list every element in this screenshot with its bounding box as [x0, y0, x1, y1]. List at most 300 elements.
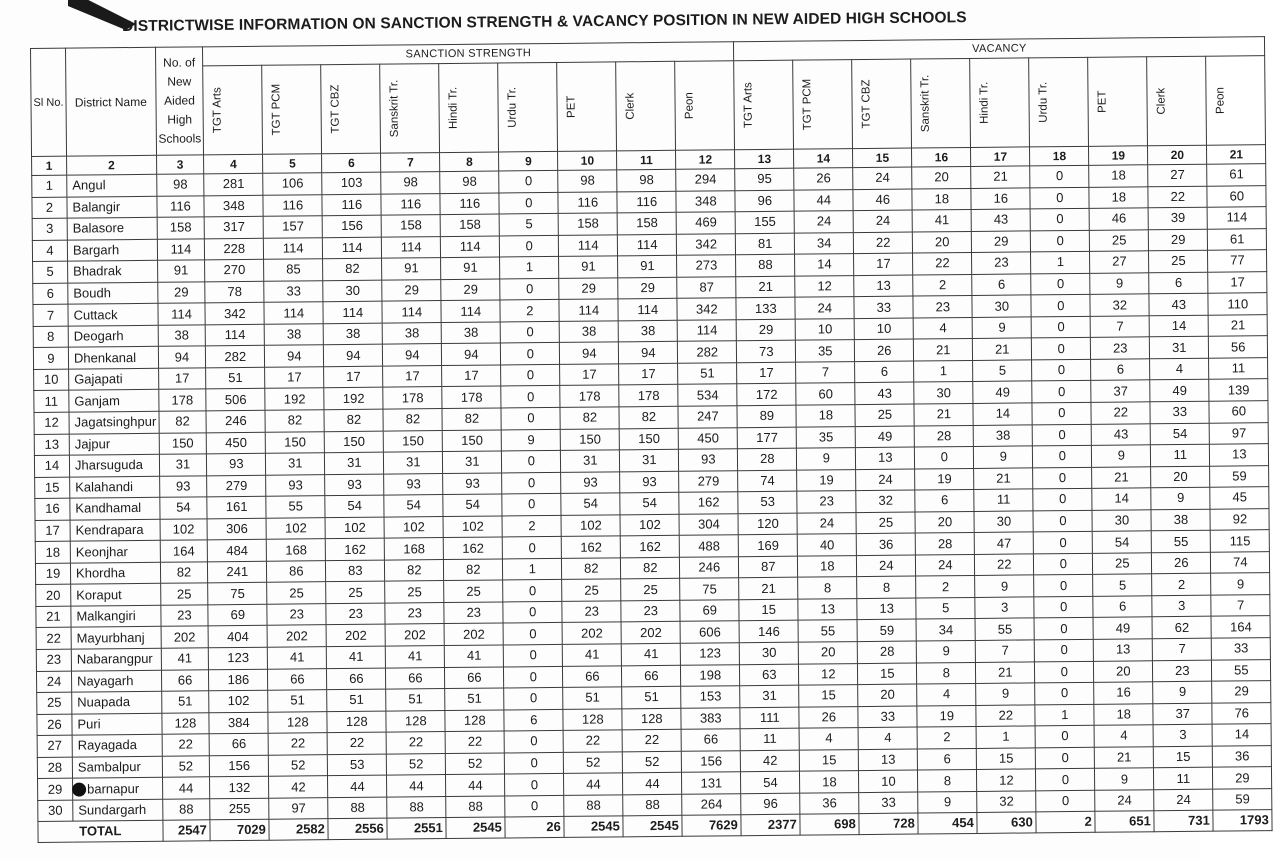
value-cell: 150	[159, 432, 207, 454]
district-name-text: barnapur	[87, 780, 140, 797]
value-cell: 27	[1090, 251, 1149, 273]
value-cell: 1	[1031, 252, 1090, 274]
value-cell: 5	[1093, 574, 1152, 596]
value-cell: 0	[500, 321, 559, 343]
value-cell: 22	[563, 730, 622, 752]
value-cell: 88	[736, 254, 795, 276]
value-cell: 24	[794, 211, 853, 233]
value-cell: 12	[977, 769, 1036, 791]
total-value-cell: 2	[1036, 812, 1095, 834]
value-cell: 0	[1035, 682, 1094, 704]
district-name-cell: Rayagada	[72, 734, 162, 756]
total-value-cell: 2547	[163, 820, 211, 841]
value-cell: 4	[913, 317, 972, 339]
value-cell: 82	[385, 559, 444, 581]
value-cell: 22	[1148, 186, 1207, 208]
value-cell: 24	[853, 167, 912, 189]
value-cell: 26	[1152, 552, 1211, 574]
value-cell: 52	[446, 753, 505, 775]
value-cell: 42	[741, 750, 800, 772]
value-cell: 13	[798, 599, 857, 621]
value-cell: 11	[974, 489, 1033, 511]
total-value-cell: 454	[918, 813, 977, 835]
value-cell: 0	[1034, 532, 1093, 554]
district-name-cell: Dhenkanal	[68, 347, 158, 369]
value-cell: 59	[857, 620, 916, 642]
value-cell: 44	[387, 775, 446, 797]
header-post-label: TGT CBZ	[329, 84, 343, 134]
value-cell: 0	[1033, 510, 1092, 532]
value-cell: 114	[157, 238, 205, 260]
value-cell: 30	[740, 642, 799, 664]
value-cell: 114	[441, 236, 500, 258]
value-cell: 30	[323, 280, 382, 302]
serial-number-cell: 15	[35, 477, 70, 499]
value-cell: 0	[504, 688, 563, 710]
value-cell: 1	[500, 257, 559, 279]
value-cell: 23	[621, 600, 680, 622]
value-cell: 202	[385, 624, 444, 646]
value-cell: 162	[326, 538, 385, 560]
value-cell: 282	[206, 346, 265, 368]
value-cell: 12	[795, 275, 854, 297]
district-name-cell: Deogarh	[68, 325, 158, 347]
value-cell: 17	[1208, 271, 1267, 293]
value-cell: 31	[159, 454, 207, 476]
header-post-label: TGT PCM	[801, 78, 815, 131]
column-number: 10	[558, 151, 617, 171]
total-value-cell: 2545	[623, 816, 682, 838]
serial-number-cell: 1	[32, 175, 67, 197]
value-cell: 87	[677, 276, 736, 298]
value-cell: 114	[559, 299, 618, 321]
value-cell: 114	[264, 237, 323, 259]
value-cell: 5	[499, 214, 558, 236]
value-cell: 8	[917, 662, 976, 684]
value-cell: 0	[915, 447, 974, 469]
value-cell: 52	[387, 753, 446, 775]
ink-blot	[72, 783, 86, 797]
value-cell: 110	[1208, 293, 1267, 315]
value-cell: 6	[1091, 359, 1150, 381]
value-cell: 161	[207, 496, 266, 518]
value-cell: 270	[205, 259, 264, 281]
value-cell: 116	[263, 194, 322, 216]
value-cell: 29	[559, 278, 618, 300]
value-cell: 155	[735, 211, 794, 233]
value-cell: 91	[157, 260, 205, 282]
value-cell: 21	[974, 468, 1033, 490]
value-cell: 60	[796, 383, 855, 405]
value-cell: 34	[916, 619, 975, 641]
value-cell: 342	[205, 303, 264, 325]
value-cell: 36	[857, 533, 916, 555]
value-cell: 22	[327, 732, 386, 754]
value-cell: 26	[799, 706, 858, 728]
value-cell: 41	[327, 646, 386, 668]
value-cell: 114	[382, 301, 441, 323]
value-cell: 131	[682, 772, 741, 794]
header-post-label: Urdu Tr.	[1037, 81, 1051, 123]
value-cell: 132	[210, 777, 269, 799]
value-cell: 86	[267, 561, 326, 583]
value-cell: 9	[918, 791, 977, 813]
value-cell: 15	[800, 749, 859, 771]
header-sl-no: Sl No.	[31, 48, 67, 156]
value-cell: 32	[977, 791, 1036, 813]
total-value-cell: 728	[859, 813, 918, 835]
district-name-cell: Sambalpur	[72, 756, 162, 778]
value-cell: 54	[443, 494, 502, 516]
value-cell: 21	[1095, 747, 1154, 769]
value-cell: 24	[853, 210, 912, 232]
total-value-cell: 2556	[328, 819, 387, 841]
value-cell: 0	[503, 601, 562, 623]
value-cell: 6	[972, 274, 1031, 296]
value-cell: 103	[322, 172, 381, 194]
value-cell: 66	[161, 669, 209, 691]
value-cell: 47	[975, 532, 1034, 554]
value-cell: 18	[912, 188, 971, 210]
value-cell: 91	[441, 257, 500, 279]
value-cell: 32	[856, 490, 915, 512]
value-cell: 15	[1154, 746, 1213, 768]
header-vacancy-post	[911, 58, 971, 148]
value-cell: 97	[1209, 422, 1268, 444]
value-cell: 3	[975, 597, 1034, 619]
value-cell: 18	[796, 405, 855, 427]
value-cell: 128	[563, 709, 622, 731]
value-cell: 6	[855, 361, 914, 383]
value-cell: 114	[677, 320, 736, 342]
value-cell: 0	[1031, 316, 1090, 338]
column-number: 12	[676, 150, 735, 170]
value-cell: 8	[918, 770, 977, 792]
value-cell: 114	[205, 324, 264, 346]
value-cell: 9	[1151, 487, 1210, 509]
serial-number-cell: 23	[36, 649, 71, 671]
serial-number-cell: 21	[36, 606, 71, 628]
value-cell: 22	[1091, 402, 1150, 424]
value-cell: 9	[1095, 768, 1154, 790]
value-cell: 228	[205, 238, 264, 260]
value-cell: 52	[162, 756, 210, 778]
value-cell: 469	[676, 212, 735, 234]
value-cell: 82	[560, 407, 619, 429]
header-post-label: Hindi Tr.	[447, 86, 461, 130]
value-cell: 150	[384, 430, 443, 452]
value-cell: 30	[914, 382, 973, 404]
value-cell: 8	[798, 577, 857, 599]
value-cell: 146	[739, 621, 798, 643]
serial-number-cell: 6	[33, 283, 68, 305]
value-cell: 51	[386, 689, 445, 711]
value-cell: 21	[976, 661, 1035, 683]
district-name-cell: Jharsuguda	[69, 454, 159, 476]
value-cell: 116	[617, 191, 676, 213]
value-cell: 25	[1149, 250, 1208, 272]
value-cell: 88	[387, 796, 446, 818]
serial-number-cell: 30	[38, 800, 73, 822]
document-title: DISTRICTWISE INFORMATION ON SANCTION STRENGTH & VACANCY POSITION IN NEW AIDED HIGH SCHOOLS	[122, 9, 967, 35]
value-cell: 0	[500, 235, 559, 257]
value-cell: 202	[326, 625, 385, 647]
value-cell: 20	[913, 231, 972, 253]
value-cell: 0	[1031, 230, 1090, 252]
value-cell: 9	[502, 429, 561, 451]
value-cell: 95	[735, 168, 794, 190]
value-cell: 158	[617, 212, 676, 234]
value-cell: 14	[1149, 315, 1208, 337]
value-cell: 169	[739, 534, 798, 556]
value-cell: 1	[503, 558, 562, 580]
value-cell: 85	[264, 259, 323, 281]
value-cell: 13	[1210, 444, 1269, 466]
value-cell: 33	[854, 296, 913, 318]
value-cell: 0	[503, 537, 562, 559]
value-cell: 102	[384, 516, 443, 538]
column-number: 20	[1148, 145, 1207, 165]
value-cell: 404	[208, 626, 267, 648]
value-cell: 44	[794, 189, 853, 211]
value-cell: 11	[740, 728, 799, 750]
serial-number-cell: 22	[36, 628, 71, 650]
header-post-label: Urdu Tr.	[506, 86, 520, 128]
value-cell: 282	[678, 341, 737, 363]
value-cell: 61	[1208, 228, 1267, 250]
total-value-cell: 7629	[682, 815, 741, 837]
value-cell: 63	[740, 664, 799, 686]
value-cell: 55	[1212, 659, 1271, 681]
value-cell: 279	[679, 470, 738, 492]
district-name-cell: Puri	[72, 713, 162, 735]
value-cell: 6	[1093, 596, 1152, 618]
value-cell: 18	[1089, 165, 1148, 187]
value-cell: 38	[1151, 509, 1210, 531]
value-cell: 98	[156, 174, 204, 196]
column-number: 5	[263, 154, 322, 174]
value-cell: 384	[209, 712, 268, 734]
total-value-cell: 2582	[269, 819, 328, 841]
value-cell: 19	[915, 468, 974, 490]
value-cell: 23	[326, 603, 385, 625]
value-cell: 75	[680, 578, 739, 600]
value-cell: 31	[443, 451, 502, 473]
column-number: 8	[440, 152, 499, 172]
value-cell: 17	[442, 365, 501, 387]
value-cell: 14	[973, 403, 1032, 425]
value-cell: 0	[504, 644, 563, 666]
header-post-label: PET	[565, 95, 579, 119]
header-sanction-post	[262, 65, 322, 155]
value-cell: 51	[206, 367, 265, 389]
value-cell: 506	[206, 389, 265, 411]
value-cell: 156	[322, 215, 381, 237]
district-name-cell: Mayurbhanj	[71, 627, 161, 649]
value-cell: 16	[971, 187, 1030, 209]
header-post-label: PET	[1096, 90, 1110, 113]
value-cell: 21	[736, 276, 795, 298]
value-cell: 15	[858, 663, 917, 685]
value-cell: 246	[206, 410, 265, 432]
value-cell: 55	[1152, 530, 1211, 552]
value-cell: 102	[325, 517, 384, 539]
value-cell: 94	[560, 342, 619, 364]
value-cell: 102	[561, 515, 620, 537]
value-cell: 35	[796, 426, 855, 448]
value-cell: 114	[1207, 207, 1266, 229]
value-cell: 22	[268, 733, 327, 755]
value-cell: 7	[796, 362, 855, 384]
value-cell: 14	[795, 254, 854, 276]
value-cell: 0	[502, 472, 561, 494]
value-cell: 202	[562, 622, 621, 644]
value-cell: 36	[1213, 745, 1272, 767]
value-cell: 41	[622, 643, 681, 665]
value-cell: 94	[619, 342, 678, 364]
header-sanction-post	[616, 61, 676, 151]
value-cell: 22	[622, 729, 681, 751]
value-cell: 98	[440, 171, 499, 193]
value-cell: 96	[735, 190, 794, 212]
value-cell: 23	[160, 605, 208, 627]
value-cell: 82	[383, 409, 442, 431]
value-cell: 0	[1033, 489, 1092, 511]
header-post-label: TGT Arts	[211, 87, 225, 134]
column-number: 3	[156, 155, 204, 174]
value-cell: 82	[444, 559, 503, 581]
value-cell: 46	[1089, 208, 1148, 230]
value-cell: 3	[1152, 595, 1211, 617]
value-cell: 54	[1093, 531, 1152, 553]
value-cell: 43	[855, 382, 914, 404]
serial-number-cell: 9	[33, 348, 68, 370]
value-cell: 2	[913, 274, 972, 296]
value-cell: 0	[500, 278, 559, 300]
value-cell: 83	[326, 560, 385, 582]
value-cell: 0	[504, 666, 563, 688]
district-name-cell: Cuttack	[68, 304, 158, 326]
value-cell: 24	[916, 554, 975, 576]
serial-number-cell: 3	[32, 218, 67, 240]
value-cell: 89	[737, 405, 796, 427]
column-number: 15	[853, 148, 912, 168]
value-cell: 102	[160, 519, 208, 541]
serial-number-cell: 8	[33, 326, 68, 348]
value-cell: 115	[1211, 530, 1270, 552]
value-cell: 69	[680, 600, 739, 622]
value-cell: 59	[1213, 788, 1272, 810]
value-cell: 88	[328, 797, 387, 819]
value-cell: 82	[159, 411, 207, 433]
value-cell: 44	[564, 773, 623, 795]
value-cell: 0	[502, 451, 561, 473]
value-cell: 114	[618, 234, 677, 256]
value-cell: 2	[917, 727, 976, 749]
value-cell: 42	[269, 776, 328, 798]
value-cell: 128	[386, 710, 445, 732]
value-cell: 0	[505, 795, 564, 817]
value-cell: 264	[682, 794, 741, 816]
district-name-cell: Keonjhar	[70, 541, 160, 563]
value-cell: 281	[204, 173, 263, 195]
value-cell: 29	[382, 279, 441, 301]
district-name-cell: Bargarh	[67, 239, 157, 261]
value-cell: 120	[738, 513, 797, 535]
value-cell: 25	[267, 582, 326, 604]
column-number: 6	[322, 153, 381, 173]
value-cell: 17	[158, 368, 206, 390]
serial-number-cell: 20	[36, 585, 71, 607]
district-name-cell: Jagatsinghpur	[69, 411, 159, 433]
value-cell: 17	[265, 367, 324, 389]
value-cell: 20	[1094, 660, 1153, 682]
value-cell: 8	[857, 576, 916, 598]
value-cell: 15	[977, 748, 1036, 770]
value-cell: 0	[1032, 381, 1091, 403]
value-cell: 54	[384, 495, 443, 517]
value-cell: 28	[916, 533, 975, 555]
value-cell: 38	[973, 424, 1032, 446]
value-cell: 25	[1090, 229, 1149, 251]
value-cell: 45	[1210, 487, 1269, 509]
value-cell: 11	[1209, 358, 1268, 380]
value-cell: 133	[736, 297, 795, 319]
serial-number-cell: 24	[36, 671, 71, 693]
value-cell: 66	[268, 668, 327, 690]
value-cell: 28	[858, 641, 917, 663]
value-cell: 94	[324, 345, 383, 367]
value-cell: 9	[976, 683, 1035, 705]
value-cell: 186	[209, 669, 268, 691]
serial-number-cell: 5	[33, 261, 68, 283]
value-cell: 59	[1210, 465, 1269, 487]
value-cell: 93	[207, 453, 266, 475]
value-cell: 158	[440, 214, 499, 236]
value-cell: 21	[739, 578, 798, 600]
value-cell: 0	[501, 386, 560, 408]
value-cell: 77	[1208, 250, 1267, 272]
value-cell: 18	[800, 771, 859, 793]
value-cell: 22	[162, 734, 210, 756]
value-cell: 93	[620, 471, 679, 493]
value-cell: 150	[325, 431, 384, 453]
value-cell: 24	[1154, 789, 1213, 811]
value-cell: 128	[327, 711, 386, 733]
value-cell: 51	[622, 686, 681, 708]
value-cell: 69	[208, 604, 267, 626]
value-cell: 36	[800, 792, 859, 814]
value-cell: 53	[328, 754, 387, 776]
value-cell: 5	[916, 597, 975, 619]
value-cell: 21	[971, 166, 1030, 188]
value-cell: 82	[562, 558, 621, 580]
value-cell: 9	[974, 446, 1033, 468]
value-cell: 162	[444, 537, 503, 559]
value-cell: 43	[971, 209, 1030, 231]
value-cell: 61	[1207, 164, 1266, 186]
value-cell: 23	[797, 491, 856, 513]
value-cell: 88	[623, 794, 682, 816]
value-cell: 116	[381, 193, 440, 215]
value-cell: 13	[854, 275, 913, 297]
value-cell: 82	[442, 408, 501, 430]
value-cell: 29	[441, 279, 500, 301]
value-cell: 383	[681, 707, 740, 729]
value-cell: 9	[1090, 273, 1149, 295]
value-cell: 43	[1091, 423, 1150, 445]
value-cell: 19	[797, 469, 856, 491]
